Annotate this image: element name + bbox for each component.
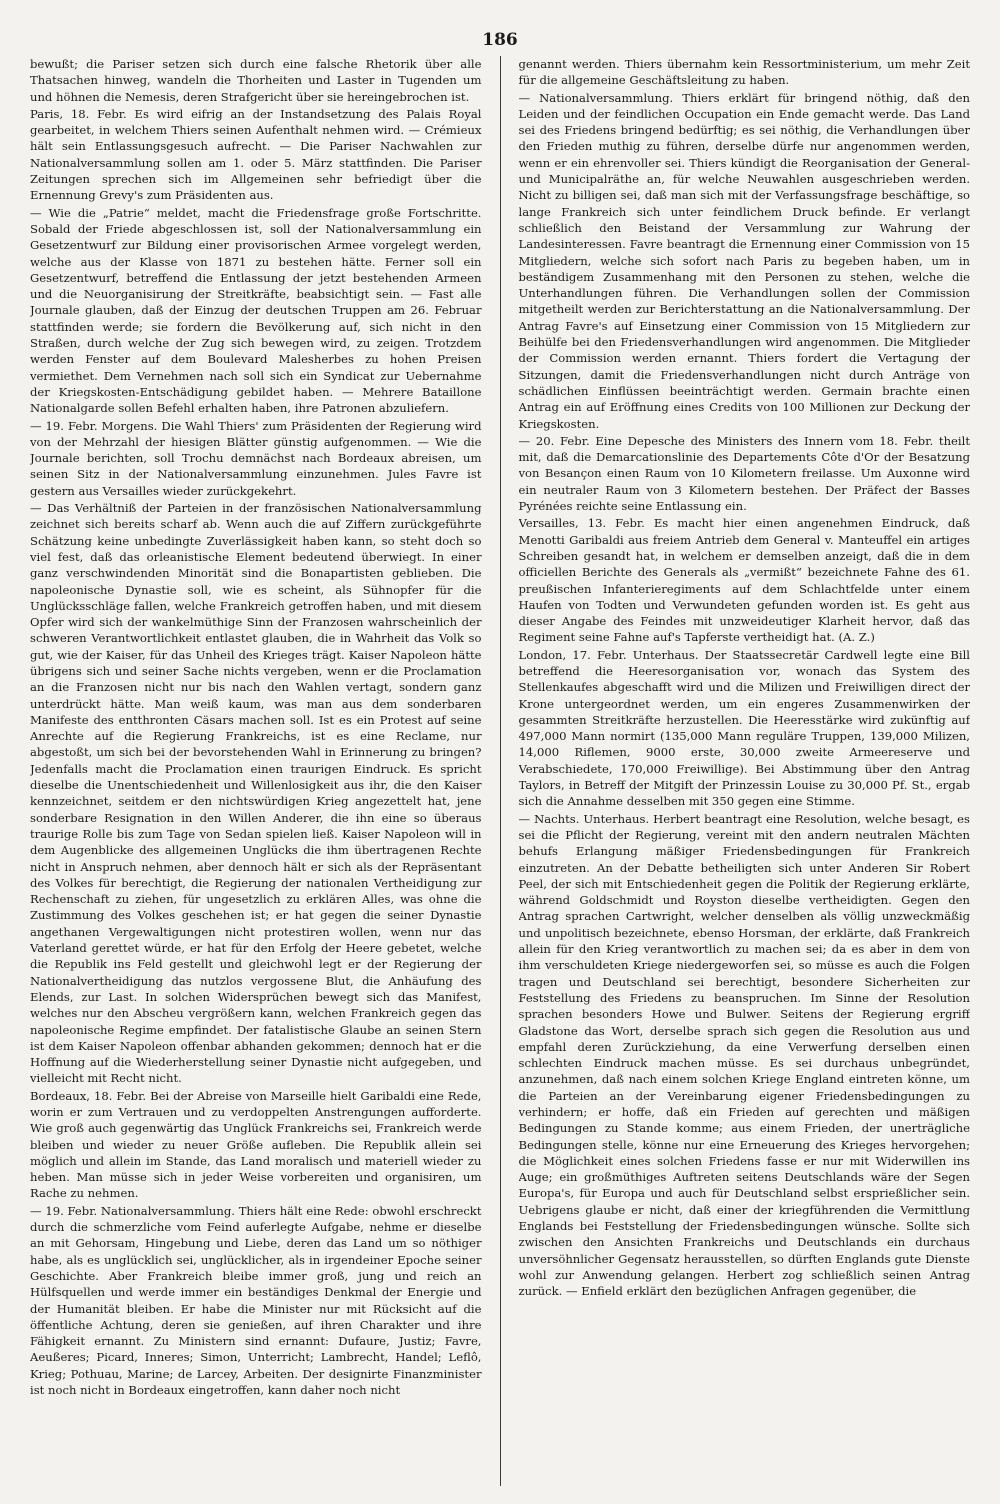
page-number: 186 bbox=[482, 30, 518, 50]
paragraph: Versailles, 13. Febr. Es macht hier einen angenehmen Eindruck, daß Menotti Garibaldi aus freiem Antrieb dem General v. Manteuffel ein artiges Schreiben gesandt hat, in welchem er demselben anzeigt, daß die in dem officiellen Berichte des Generals als „vermißt“ bezeichnete Fahne des 61. preußischen Infanterieregiments auf dem Schlachtfelde unter einem Haufen von Todten und Verwundeten gefunden worden ist. Es geht aus dieser Angabe des Feindes mit unzweideutiger Klarheit hervor, daß das Regiment seine Fahne auf's Tapferste vertheidigt hat. (A. Z.) bbox=[518, 516, 970, 645]
paragraph: bewußt; die Pariser setzen sich durch eine falsche Rhetorik über alle Thatsachen hinweg, wandeln die Thorheiten und Laster in Tugenden um und höhnen die Nemesis, deren Strafgericht über sie hereingebrochen ist. bbox=[30, 57, 482, 104]
paragraph: — 20. Febr. Eine Depesche des Ministers des Innern vom 18. Febr. theilt mit, daß die Demarcationslinie des Departements Côte d'Or der Besatzung von Besançon einen Raum von 10 Kilometern freilasse. Um Auxonne wird ein neutraler Raum von 3 Kilometern bestehen. Der Präfect der Basses Pyrénées reichte seine Entlassung ein. bbox=[518, 433, 970, 514]
paragraph: Bordeaux, 18. Febr. Bei der Abreise von Marseille hielt Garibaldi eine Rede, worin er zum Vertrauen und zu verdoppelten Anstrengungen aufforderte. Wie groß auch gegenwärtig das Unglück Frankreichs sei, Frankreich werde bleiben und wieder zu neuer Größe aufleben. Die Republik allein sei möglich und allein im Stande, das Land moralisch und materiell wieder zu heben. Man müsse sich in jeder Weise vorbereiten und organisiren, um Rache zu nehmen. bbox=[30, 1088, 482, 1201]
column-right bbox=[519, 56, 971, 1486]
paragraph: — Nationalversammlung. Thiers erklärt für bringend nöthig, daß den Leiden und der feindlichen Occupation ein Ende gemacht werde. Das Land sei des Friedens bringend bedürftig; es sei nöthig, die Verhandlungen über den Frieden muthig zu führen, derselbe dürfe nur angenommen werden, wenn er ein ehrenvoller sei. Thiers kündigt die Reorganisation der General- und Municipalräthe an, für welche Neuwahlen ausgeschrieben werden. Nicht zu billigen sei, daß man sich mit der Verfassungsfrage beschäftige, so lange Frankreich sich unter feindlichem Druck befinde. Er verlangt schließlich den Beistand der Versammlung zur Wahrung der Landesinteressen. Favre beantragt die Ernennung einer Commission von 15 Mitgliedern, welche sich sofort nach Paris zu begeben haben, um in beständigem Zusammenhang mit den Personen zu stehen, welche die Unterhandlungen führen. Die Verhandlungen sollen der Commission mitgetheilt werden zur Berichterstattung an die Nationalversammlung. Der Antrag Favre's auf Einsetzung einer Commission von 15 Mitgliedern zur Beihülfe bei den Friedensverhandlungen wird angenommen. Die Mitglieder der Commission werden ernannt. Thiers fordert die Vertagung der Sitzungen, damit die Friedensverhandlungen nicht durch Anträge von schädlichen Einflüssen beeinträchtigt werden. Germain brachte einen Antrag ein auf Eröffnung eines Credits von 100 Millionen zur Deckung der Kriegskosten. bbox=[518, 90, 970, 431]
paragraph: — 19. Febr. Morgens. Die Wahl Thiers' zum Präsidenten der Regierung wird von der Mehrzahl der hiesigen Blätter günstig aufgenommen. — Wie die Journale berichten, soll Trochu demnächst nach Bordeaux abreisen, um seinen Sitz in der Nationalversammlung einzunehmen. Jules Favre ist gestern aus Versailles wieder zurückgekehrt. bbox=[30, 418, 482, 498]
column-left bbox=[30, 56, 482, 1486]
article-columns bbox=[30, 56, 970, 1486]
paragraph: — Das Verhältniß der Parteien in der französischen Nationalversammlung zeichnet sich bereits scharf ab. Wenn auch die auf Ziffern zurückgeführte Schätzung keine unbedingte Zuverlässigkeit haben kann, so steht doch so viel fest, daß das orleanistische Element bedeutend überwiegt. In einer ganz verschwindenden Minorität sind die Bonapartisten geblieben. Die napoleonische Dynastie soll, wie es scheint, als Sühnopfer für die Unglücksschläge fallen, welche Frankreich getroffen haben, und mit diesem Opfer wird sich der wankelmüthige Sinn der Franzosen wahrscheinlich der schweren Verantwortlichkeit entlastet glauben, die in Wahrheit das Volk so gut, wie der Kaiser, für das Unheil des Krieges trägt. Kaiser Napoleon hätte übrigens sich und seiner Sache nichts vergeben, wenn er die Proclamation an die Franzosen nicht nur bis nach den Wahlen vertagt, sondern ganz unterdrückt hätte. Man weiß kaum, was man aus dem sonderbaren Manifeste des entthronten Cäsars machen soll. Ist es ein Protest auf seine Anrechte auf die Regierung Frankreichs, ist es eine Reclame, nur abgestoßt, um sich bei der bevorstehenden Wahl in Erinnerung zu bringen? Jedenfalls macht die Proclamation einen traurigen Eindruck. Es spricht dieselbe die Unentschiedenheit und Willenlosigkeit aus ihr, die den Kaiser kennzeichnet, seitdem er den nichtswürdigen Krieg angezettelt hat, jene sonderbare Resignation in den Willen Anderer, die ihn eine so überaus traurige Rolle bis zum Tage von Sedan spielen ließ. Kaiser Napoleon will in dem Augenblicke des allgemeinen Unglücks die ihm übertragenen Rechte nicht in Anspruch nehmen, aber dennoch hält er sich als der Repräsentant des Volkes für berechtigt, die Regierung der nationalen Vertheidigung zur Rechenschaft zu ziehen, für ungesetzlich zu erklären Alles, was ohne die Zustimmung des Volkes geschehen ist; er hat gegen die seiner Dynastie angethanen Vergewaltigungen nicht protestiren wollen, wenn nur das Vaterland gerettet würde, er hat für den Erfolg der Heere gebetet, welche die Republik ins Feld gestellt und gleichwohl legt er der Regierung der Nationalvertheidigung das nutzlos vergossene Blut, die Anhäufung des Elends, zur Last. In solchen Widersprüchen bewegt sich das Manifest, welches nur den Abscheu vergrößern kann, welchen Frankreich gegen das napoleonische Regime empfindet. Der fatalistische Glaube an seinen Stern ist dem Kaiser Napoleon offenbar abhanden gekommen; dennoch hat er die Hoffnung auf die Wiederherstellung seiner Dynastie nicht aufgegeben, und vielleicht mit Recht nicht. bbox=[30, 501, 482, 1086]
paragraph: London, 17. Febr. Unterhaus. Der Staatssecretär Cardwell legte eine Bill betreffend die Heeresorganisation vor, wonach das System des Stellenkaufes abgeschafft wird und die Milizen und Freiwilligen direct der Krone untergeordnet werden, um ein engeres Zusammenwirken der gesammten Streitkräfte herzustellen. Die Heeresstärke wird zukünftig auf 497,000 Mann normirt (135,000 Mann reguläre Truppen, 139,000 Milizen, 14,000 Riflemen, 9000 erste, 30,000 zweite Armeereserve und Verabschiedete, 170,000 Freiwillige). Bei Abstimmung über den Antrag Taylors, in Betreff der Mitgift der Prinzessin Louise zu 30,000 Pf. St., ergab sich die Annahme desselben mit 350 gegen eine Stimme. bbox=[518, 647, 970, 809]
paragraph: Paris, 18. Febr. Es wird eifrig an der Instandsetzung des Palais Royal gearbeitet, in welchem Thiers seinen Aufenthalt nehmen wird. — Crémieux hält sein Entlassungsgesuch aufrecht. — Die Pariser Nachwahlen zur Nationalversammlung sollen am 1. oder 5. März stattfinden. Die Pariser Zeitungen sprechen sich im Allgemeinen sehr befriedigt über die Ernennung Grevy's zum Präsidenten aus. bbox=[30, 106, 482, 203]
paragraph: — Wie die „Patrie“ meldet, macht die Friedensfrage große Fortschritte. Sobald der Friede abgeschlossen ist, soll der Nationalversammlung ein Gesetzentwurf zur Bildung einer provisorischen Armee vorgelegt werden, welche aus der Klasse von 1871 zu bestehen hätte. Ferner soll ein Gesetzentwurf, betreffend die Entlassung der jetzt bestehenden Armeen und die Neuorganisirung der Streitkräfte, beabsichtigt sein. — Fast alle Journale glauben, daß der Einzug der deutschen Truppen am 26. Februar stattfinden werde; sie fordern die Bevölkerung auf, sich nicht in den Straßen, durch welche der Zug sich bewegen wird, zu zeigen. Trotzdem werden Fenster auf dem Boulevard Malesherbes zu hohen Preisen vermiethet. Dem Vernehmen nach soll sich ein Syndicat zur Uebernahme der Kriegskosten-Entschädigung gebildet haben. — Mehrere Bataillone Nationalgarde sollen Befehl erhalten haben, ihre Patronen abzuliefern. bbox=[30, 205, 482, 416]
paragraph: genannt werden. Thiers übernahm kein Ressortministerium, um mehr Zeit für die allgemeine Geschäftsleitung zu haben. bbox=[518, 57, 970, 88]
column-divider bbox=[500, 56, 501, 1486]
paragraph: — Nachts. Unterhaus. Herbert beantragt eine Resolution, welche besagt, es sei die Pflicht der Regierung, vereint mit den andern neutralen Mächten behufs Erlangung mäßiger Friedensbedingungen für Frankreich einzutreten. An der Debatte betheiligten sich unter Anderen Sir Robert Peel, der sich mit Entschiedenheit gegen die Politik der Regierung erklärte, während Goldschmidt und Royston dieselbe vertheidigten. Gegen den Antrag sprachen Cartwright, welcher denselben als völlig unzweckmäßig und unpolitisch bezeichnete, ebenso Horsman, der erklärte, daß Frankreich allein für den Krieg verantwortlich zu machen sei; da es aber in dem von ihm verschuldeten Kriege niedergeworfen sei, so müsse es auch die Folgen tragen und Deutschland sei berechtigt, besondere Sicherheiten zur Feststellung des Friedens zu beanspruchen. Im Sinne der Resolution sprachen besonders Howe und Bulwer. Seitens der Regierung ergriff Gladstone das Wort, derselbe sprach sich gegen die Resolution aus und empfahl deren Zurückziehung, da eine Verwerfung derselben einen schlechten Eindruck machen müsse. Es sei durchaus unbegründet, anzunehmen, daß nach einem solchen Kriege England eintreten könne, um die Parteien an der Vereinbarung eigener Friedensbedingungen zu verhindern; er hoffe, daß ein Frieden auf gerechten und mäßigen Bedingungen zu Stande komme; aus einem Frieden, der unerträgliche Bedingungen stelle, könne nur eine Erneuerung des Krieges hervorgehen; die Möglichkeit eines solchen Friedens fasse er nur mit Widerwillen ins Auge; ein großmüthiges Auftreten seitens Deutschlands wäre der Segen Europa's, für Europa und auch für Deutschland selbst ersprießlicher sein. Uebrigens glaube er nicht, daß einer der kriegführenden die Vermittlung Englands bei Feststellung der Friedensbedingungen wünsche. Sollte sich zwischen den Ansichten Frankreichs und Deutschlands ein durchaus unversöhnlicher Gegensatz herausstellen, so dürften Englands gute Dienste wohl zur Anwendung gelangen. Herbert zog schließlich seinen Antrag zurück. — Enfield erklärt den bezüglichen Anfragen gegenüber, die bbox=[518, 811, 970, 1299]
paragraph: — 19. Febr. Nationalversammlung. Thiers hält eine Rede: obwohl erschreckt durch die schmerzliche vom Feind auferlegte Aufgabe, nehme er dieselbe an mit Gehorsam, Hingebung und Liebe, deren das Land um so nöthiger habe, als es unglücklich sei, unglücklicher, als in irgendeiner Epoche seiner Geschichte. Aber Frankreich bleibe immer groß, jung und reich an Hülfsquellen und werde immer ein beständiges Denkmal der Energie und der Humanität bleiben. Er habe die Minister nur mit Rücksicht auf die öffentliche Achtung, deren sie genießen, auf ihren Charakter und ihre Fähigkeit ernannt. Zu Ministern sind ernannt: Dufaure, Justiz; Favre, Aeußeres; Picard, Inneres; Simon, Unterricht; Lambrecht, Handel; Leflô, Krieg; Pothuau, Marine; de Larcey, Arbeiten. Der designirte Finanzminister ist noch nicht in Bordeaux eingetroffen, kann daher noch nicht bbox=[30, 1203, 482, 1398]
